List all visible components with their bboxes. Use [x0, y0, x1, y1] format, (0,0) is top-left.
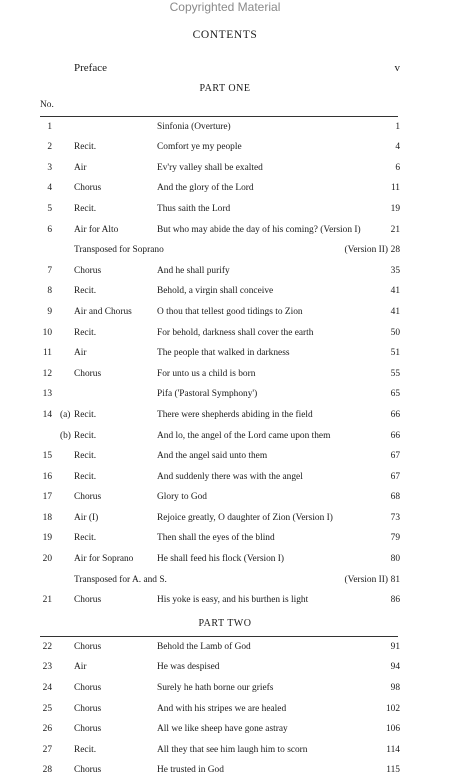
entry-number: 23: [42, 662, 52, 673]
entry-page: 115: [386, 765, 400, 776]
entry-number: 20: [42, 554, 52, 565]
entry-page: 1: [395, 121, 400, 132]
entry-sub-label: (b): [60, 430, 71, 441]
entry-number: 7: [47, 265, 52, 276]
entry-form: Recit.: [74, 430, 97, 441]
contents-entry: [0, 220, 450, 241]
entry-page: 68: [390, 492, 400, 503]
entry-title: And the glory of the Lord: [157, 183, 254, 194]
entry-number: 12: [42, 368, 52, 379]
entry-form: Recit.: [74, 744, 97, 755]
entry-form: Air and Chorus: [74, 306, 132, 317]
contents-entry: [0, 178, 450, 199]
contents-entry: [0, 719, 450, 740]
no-column-label: No.: [40, 100, 54, 110]
entry-version: (Version II): [344, 245, 388, 256]
contents-entry: [0, 446, 450, 467]
entry-page: 114: [386, 744, 400, 755]
entry-page: 41: [390, 286, 400, 297]
entry-form: Transposed for Soprano: [74, 245, 164, 256]
entry-page: 66: [390, 430, 400, 441]
contents-entry: [0, 343, 450, 364]
contents-entry: [0, 678, 450, 699]
contents-entry: [0, 261, 450, 282]
entry-form: Air: [74, 348, 87, 359]
entry-page: 81: [390, 574, 400, 585]
contents-entry: [0, 740, 450, 761]
entry-page: 51: [390, 348, 400, 359]
contents-entry: [0, 158, 450, 179]
contents-entry: [0, 364, 450, 385]
preface-page: v: [394, 62, 400, 74]
contents-entry: [0, 528, 450, 549]
entry-page: 19: [390, 203, 400, 214]
contents-entry: [0, 281, 450, 302]
entry-title: All they that see him laugh him to scorn: [157, 744, 308, 755]
entry-form: Chorus: [74, 703, 102, 714]
entry-page: 55: [390, 368, 400, 379]
entry-page: 66: [390, 409, 400, 420]
entry-page: 98: [390, 683, 400, 694]
entry-number: 17: [42, 492, 52, 503]
entry-form: Recit.: [74, 451, 97, 462]
entry-page: 67: [390, 451, 400, 462]
entry-page: 35: [390, 265, 400, 276]
entry-page: 6: [395, 162, 400, 173]
entry-form: Air (I): [74, 512, 99, 523]
entry-title: Behold the Lamb of God: [157, 641, 251, 652]
entry-number: 19: [42, 533, 52, 544]
contents-entry: [0, 637, 450, 658]
entry-title: And he shall purify: [157, 265, 230, 276]
entry-number: 10: [42, 327, 52, 338]
part-two-entries: [0, 637, 450, 781]
entry-title: He shall feed his flock (Version I): [157, 554, 285, 565]
entry-number: 6: [47, 224, 52, 235]
entry-form: Air for Alto: [74, 224, 119, 235]
entry-number: 5: [47, 203, 52, 214]
entry-title: All we like sheep have gone astray: [157, 724, 288, 735]
entry-form: Recit.: [74, 471, 97, 482]
contents-entry: [0, 508, 450, 529]
entry-title: For behold, darkness shall cover the earth: [157, 327, 314, 338]
entry-form: Chorus: [74, 683, 102, 694]
entry-number: 2: [47, 142, 52, 153]
page-title: CONTENTS: [192, 29, 258, 41]
contents-entry: [0, 137, 450, 158]
contents-entry: [0, 657, 450, 678]
entry-title: The people that walked in darkness: [157, 348, 290, 359]
entry-page: 80: [390, 554, 400, 565]
entry-number: 18: [42, 512, 52, 523]
entry-number: 3: [47, 162, 52, 173]
contents-entry: [0, 323, 450, 344]
entry-page: 67: [390, 471, 400, 482]
copyright-watermark: Copyrighted Material: [169, 0, 281, 14]
entry-form: Chorus: [74, 595, 102, 606]
contents-entry: [0, 549, 450, 570]
entry-title: He was despised: [157, 662, 220, 673]
contents-entry: [0, 426, 450, 447]
preface-label: Preface: [74, 62, 107, 74]
entry-form: Recit.: [74, 286, 97, 297]
entry-title: Thus saith the Lord: [157, 203, 231, 214]
contents-entry: [0, 405, 450, 426]
contents-entry: [0, 590, 450, 611]
entry-number: 28: [42, 765, 52, 776]
part-one-heading: PART ONE: [199, 83, 251, 94]
entry-form: Air: [74, 162, 87, 173]
entry-form: Chorus: [74, 265, 102, 276]
entry-page: 94: [390, 662, 400, 673]
entry-title: And with his stripes we are healed: [157, 703, 287, 714]
entry-title: His yoke is easy, and his burthen is light: [157, 595, 309, 606]
contents-entry: [0, 117, 450, 138]
entry-page: 86: [390, 595, 400, 606]
contents-entry: [0, 467, 450, 488]
entry-form: Chorus: [74, 724, 102, 735]
entry-number: 27: [42, 744, 52, 755]
entry-title: And the angel said unto them: [157, 451, 268, 462]
part-one-entries: [0, 117, 450, 611]
entry-page: 102: [385, 703, 400, 714]
entry-title: There were shepherds abiding in the field: [157, 409, 313, 420]
entry-number: 26: [42, 724, 52, 735]
entry-title: Then shall the eyes of the blind: [157, 533, 275, 544]
entry-title: Behold, a virgin shall conceive: [157, 286, 274, 297]
entry-page: 65: [390, 389, 400, 400]
contents-entry: [0, 487, 450, 508]
entry-number: 13: [42, 389, 52, 400]
entry-form: Recit.: [74, 533, 97, 544]
entry-title: And suddenly there was with the angel: [157, 471, 303, 482]
part-two-heading: PART TWO: [198, 617, 252, 629]
entry-form: Recit.: [74, 327, 97, 338]
entry-number: 21: [42, 595, 52, 606]
entry-form: Recit.: [74, 203, 97, 214]
contents-list: [0, 82, 450, 781]
entry-form: Air for Soprano: [74, 554, 134, 565]
contents-entry: [0, 302, 450, 323]
entry-number: 11: [42, 348, 52, 359]
entry-title: O thou that tellest good tidings to Zion: [157, 306, 303, 317]
entry-title: Ev'ry valley shall be exalted: [157, 162, 263, 173]
entry-title: For unto us a child is born: [157, 368, 256, 379]
entry-number: 16: [42, 471, 52, 482]
entry-title: He trusted in God: [157, 765, 224, 776]
entry-title: Comfort ye my people: [157, 142, 242, 153]
entry-page: 4: [395, 142, 400, 153]
entry-page: 50: [390, 327, 400, 338]
entry-version: (Version II): [344, 574, 388, 585]
entry-form: Transposed for A. and S.: [74, 574, 167, 585]
entry-form: Chorus: [74, 183, 102, 194]
contents-entry: [0, 699, 450, 720]
entry-number: 9: [47, 306, 52, 317]
preface-entry: [0, 61, 450, 75]
entry-title: Pifa ('Pastoral Symphony'): [157, 389, 258, 400]
entry-title: And lo, the angel of the Lord came upon them: [157, 430, 331, 441]
entry-form: Chorus: [74, 765, 102, 776]
entry-title: Rejoice greatly, O daughter of Zion (Version I): [157, 512, 333, 523]
contents-entry: [0, 384, 450, 405]
entry-form: Recit.: [74, 142, 97, 153]
entry-number: 24: [42, 683, 52, 694]
entry-form: Chorus: [74, 641, 102, 652]
contents-entry: [0, 760, 450, 781]
contents-entry: [0, 199, 450, 220]
entry-title: Surely he hath borne our griefs: [157, 683, 274, 694]
entry-form: Air: [74, 662, 87, 673]
entry-form: Chorus: [74, 492, 102, 503]
entry-number: 1: [47, 121, 52, 132]
entry-form: Recit.: [74, 409, 97, 420]
entry-page: 106: [385, 724, 400, 735]
entry-page: 41: [390, 306, 400, 317]
entry-number: 4: [47, 183, 52, 194]
entry-title: Sinfonia (Overture): [157, 121, 231, 132]
entry-page: 21: [390, 224, 400, 235]
entry-number: 14: [42, 409, 52, 420]
contents-entry: [0, 570, 450, 591]
entry-number: 8: [47, 286, 52, 297]
entry-page: 28: [390, 245, 400, 256]
entry-form: Chorus: [74, 368, 102, 379]
entry-title: But who may abide the day of his coming? (Version I): [157, 224, 361, 235]
entry-title: Glory to God: [157, 492, 207, 503]
entry-page: 73: [390, 512, 400, 523]
column-header-row: [0, 95, 450, 116]
entry-number: 22: [42, 641, 52, 652]
entry-sub-label: (a): [60, 409, 71, 420]
entry-page: 91: [390, 641, 400, 652]
contents-entry: [0, 240, 450, 261]
entry-number: 15: [42, 451, 52, 462]
entry-number: 25: [42, 703, 52, 714]
entry-page: 79: [390, 533, 400, 544]
entry-page: 11: [390, 183, 400, 194]
